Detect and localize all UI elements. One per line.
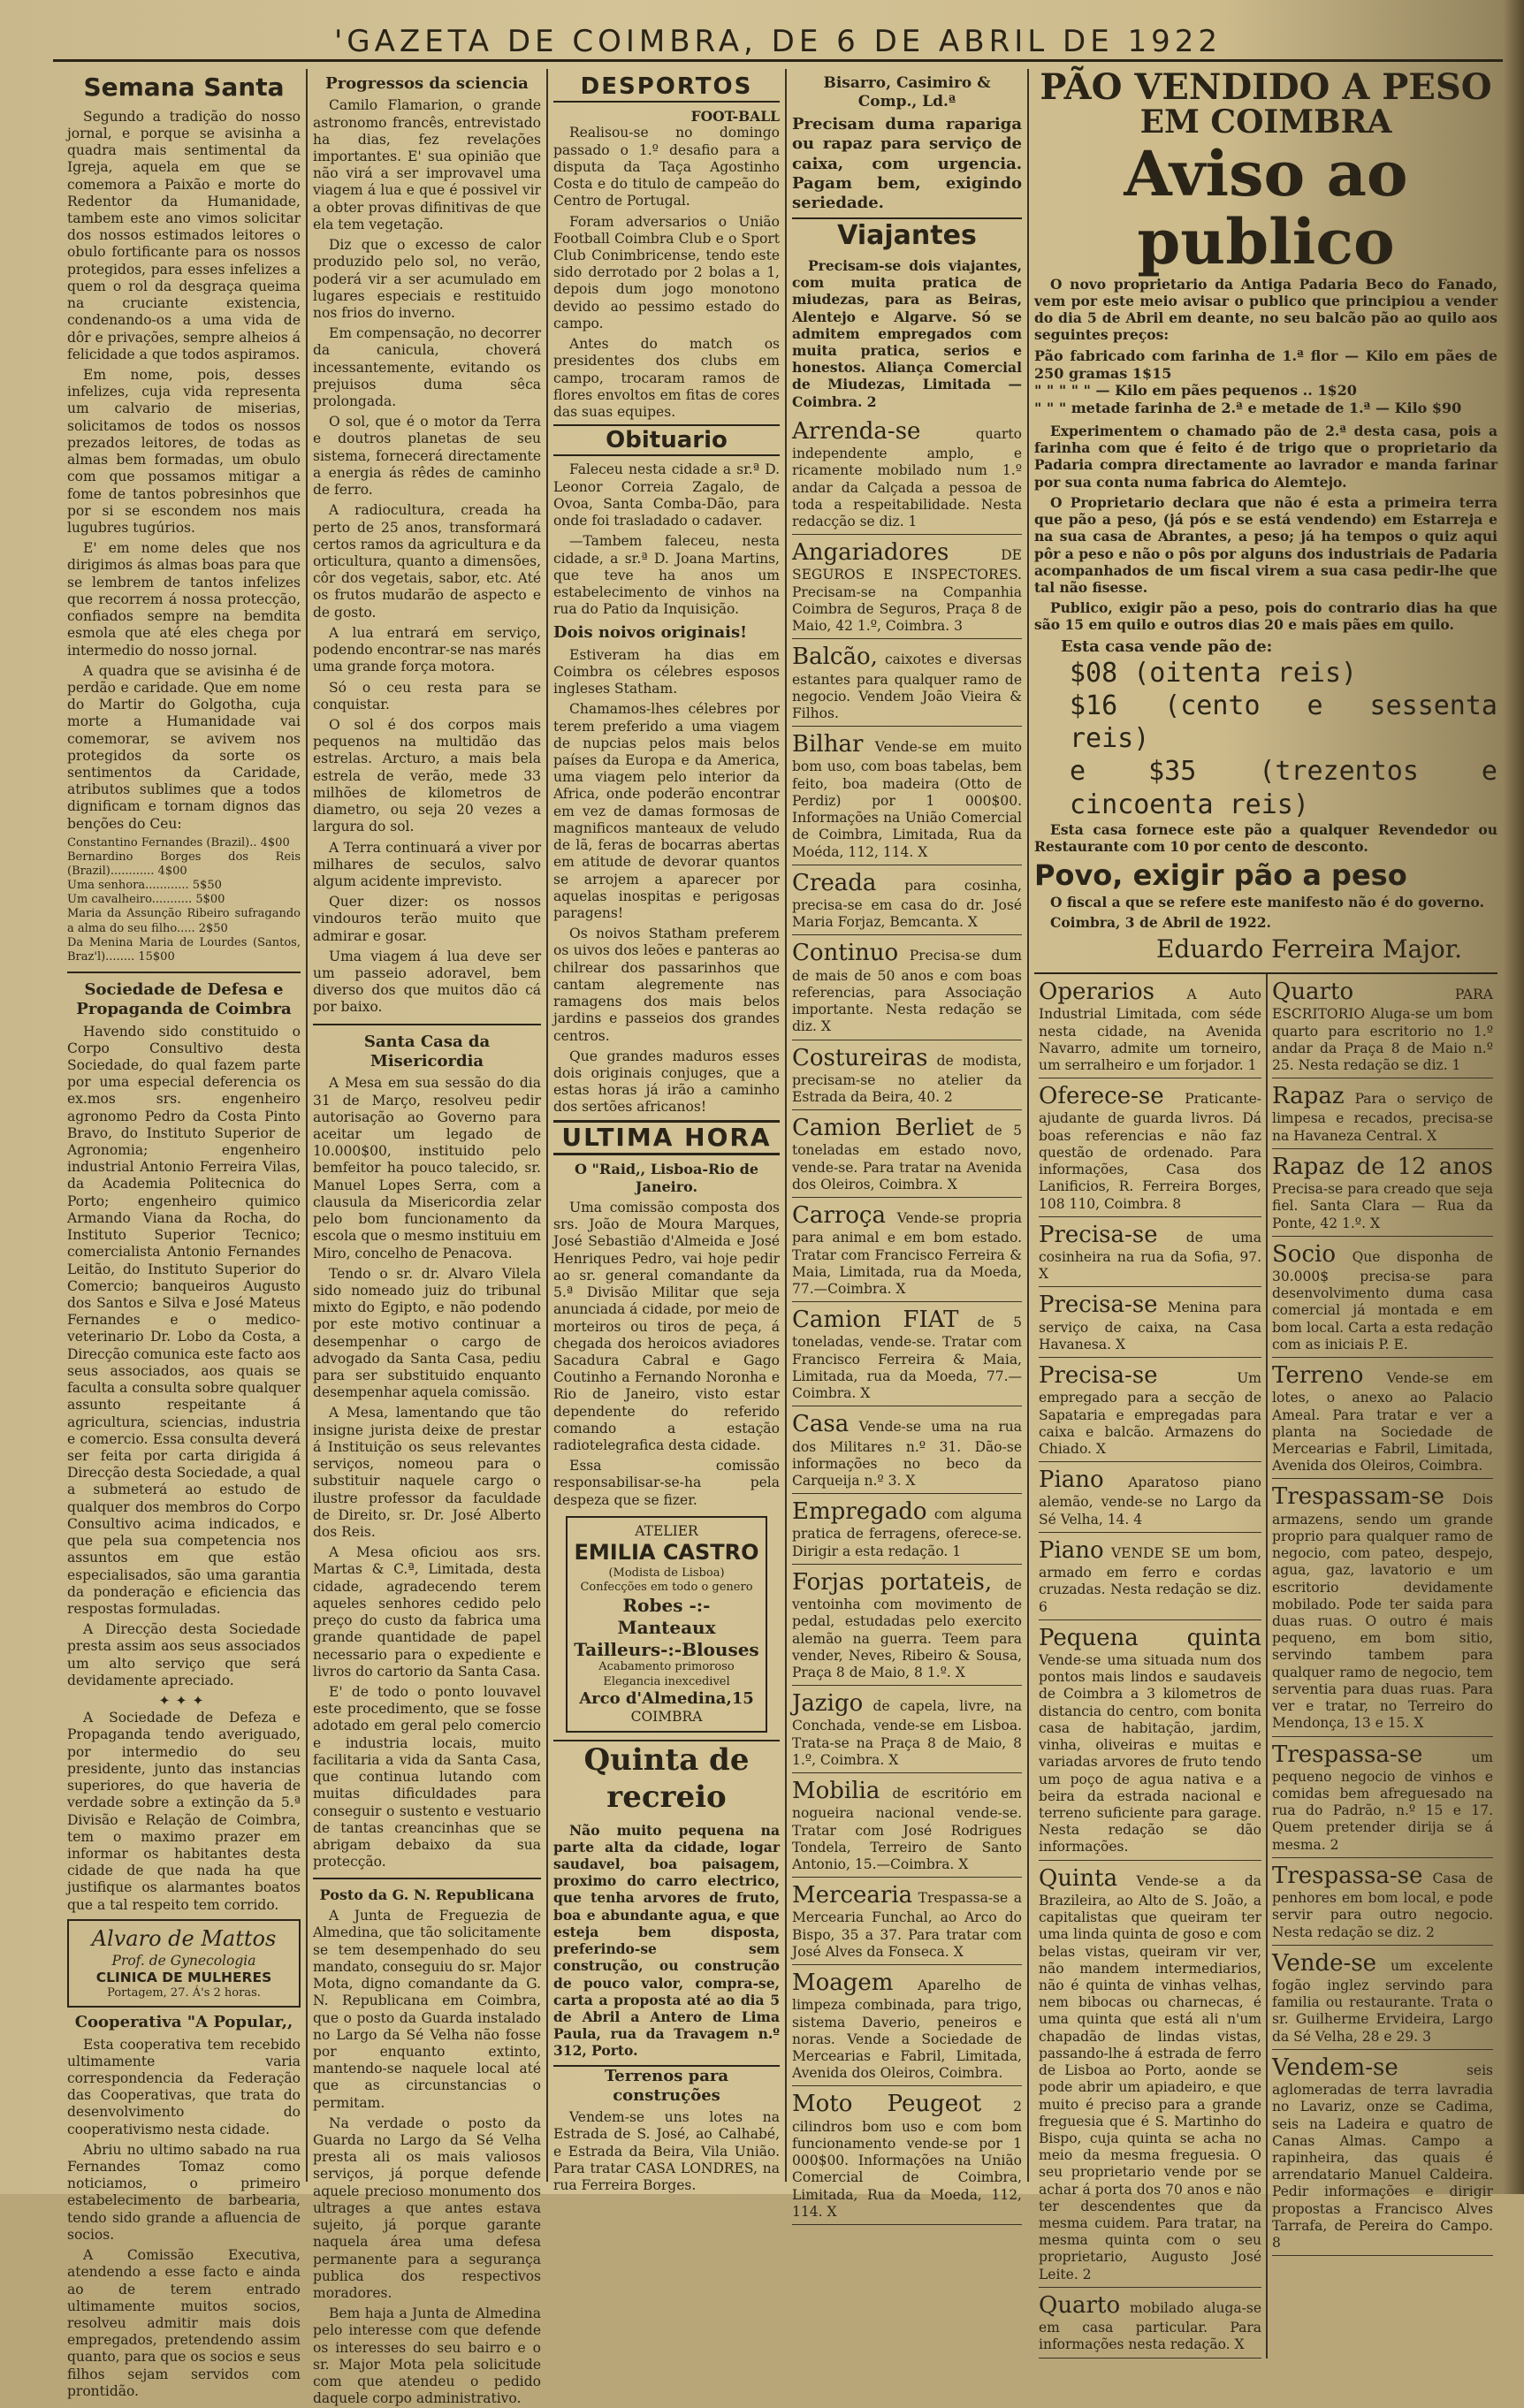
classified-ad — [1039, 1462, 1261, 1533]
paragraph: Esta cooperativa tem recebido ultimamente varia correspondencia da Federação das Cooperativas, que trata do desenvolvimento do cooperativismo nesta cidade. — [67, 2036, 301, 2137]
paragraph: A Mesa, lamentando que tão insigne jurista deixe de prestar á Instituição os seus relevantes serviços, nomeou para o substituir naquele cargo o ilustre professor da faculdade de Direito, sr. Dr. José Alberto dos Reis. — [313, 1405, 541, 1540]
classified-ad-head: Operarios — [1039, 979, 1155, 1006]
classified-ad — [1039, 1078, 1261, 1217]
column-3 — [546, 69, 785, 2194]
classified-ad-head: Casa — [792, 1411, 850, 1438]
paragraph: O novo proprietario da Antiga Padaria Beco do Fanado, vem por este meio avisar o publico que principiou a vender do dia 5 de Abril em deante, no seu balcão pão ao quilo aos seguintes preços: — [1034, 275, 1497, 344]
classified-ad — [1272, 1858, 1493, 1946]
ad-line: Portagem, 27. Á's 2 horas. — [107, 1986, 261, 2000]
classified-ad-head: Creada — [792, 869, 877, 896]
paragraph: Em compensação, no decorrer da canicula, choverá incessantemente, evitando os prejuisos duma sêca prolongada. — [313, 325, 541, 410]
headline-obituario: Obituario — [553, 424, 780, 456]
classified-ad-text: Aparelho de limpeza combinada, para trigo, sistema Daverio, peneiros e noras. Vende a Sociedade de Mercearias e Fabril, Limitada, Avenida dos Oleiros, Coimbra. — [792, 1977, 1022, 2082]
classified-ad-text: mobilado aluga-se em casa particular. Para informações nesta redação. X — [1039, 2299, 1261, 2353]
classified-ad — [792, 639, 1022, 727]
classified-ad — [792, 1406, 1022, 1494]
classified-ad-text: de 5 toneladas em estado novo, vende-se. Para tratar na Avenida dos Oleiros, Coimbra. X — [792, 1123, 1022, 1193]
classified-ad-head: Piano — [1039, 1467, 1104, 1494]
classified-ad-text: Trespassa-se a Mercearia Funchal, ao Arco do Bispo, 35 a 37. Para tratar com José Alves da Fonseca. X — [792, 1890, 1022, 1960]
classified-ad-head: Carroça — [792, 1202, 886, 1230]
classified-ad — [1039, 1533, 1261, 1620]
headline-pao-vendido: PÃO VENDIDO A PESO — [1040, 66, 1492, 108]
classified-ad — [1039, 2288, 1261, 2358]
classified-ad-text: Precisa-se dum de mais de 50 anos e com boas referencias, para Associação importante. Nesta redação se diz. X — [792, 948, 1022, 1035]
classified-ad-head: Forjas portateis, — [792, 1568, 993, 1596]
ad-title: EMILIA CASTRO — [574, 1540, 759, 1566]
classified-ad-text: de escritório em nogueira nacional vende-se. Tratar com José Rodrigues Tondela, Terreiro de Santo Antonio, 15.—Coimbra. X — [792, 1786, 1022, 1872]
classified-ad-text: de uma cosinheira na rua da Sofia, 97. X — [1039, 1229, 1261, 1283]
classified-ad-head: Jazigo — [792, 1690, 864, 1718]
ad-line: ATELIER — [635, 1522, 698, 1539]
headline-viajantes: Viajantes — [792, 217, 1022, 252]
classified-ad-head: Moagem — [792, 1970, 894, 1997]
classified-ad — [792, 1040, 1022, 1111]
headline-progressos: Progressos da sciencia — [325, 74, 529, 93]
paragraph: Coimbra, 3 de Abril de 1922. — [1050, 914, 1271, 932]
column-5 — [1027, 66, 1503, 2353]
paragraph: A Comissão Executiva, atendendo a esse facto e ainda ao de terem entrado ultimamente muitos socios, resolveu admitir mais dois empregados, pretendendo assim quanto, para que os socios e seus filhos sejam servidos com prontidão. — [67, 2247, 301, 2399]
headline-cooperativa: Cooperativa "A Popular,, — [74, 2013, 293, 2032]
classified-ad-head: Precisa-se — [1039, 1221, 1158, 1248]
classified-ad-text: Vende-se propria para animal e em bom estado. Tratar com Francisco Ferreira & Maia, Limitada, rua da Moeda, 77.—Coimbra. X — [792, 1210, 1022, 1297]
classified-ad — [792, 727, 1022, 865]
classified-ad — [1039, 1620, 1261, 1861]
paragraph: Realisou-se no domingo passado o 1.º desafio para a disputa da Taça Agostinho Costa e do titulo de campeão do Centro de Portugal. — [553, 125, 780, 210]
classified-ad-head: Trespassa-se — [1272, 1862, 1423, 1889]
ad-line: Tailleurs-:-Blouses — [574, 1638, 759, 1660]
paragraph: A Direcção desta Sociedade presta assim aos seus associados um alto serviço que será devidamente apreciado. — [67, 1621, 301, 1688]
classified-ad-text: caixotes e diversas estantes para qualquer ramo de negocio. Vendem João Vieira & Filhos. — [792, 652, 1022, 721]
classified-ad-head: Mercearia — [792, 1882, 913, 1909]
classified-list — [792, 414, 1022, 2225]
price-line: " " " " " — Kilo em pães pequenos .. 1$20 — [1034, 382, 1357, 400]
classified-ad — [792, 1965, 1022, 2086]
paragraph: Precisam-se dois viajantes, com muita pratica de miudezas, para as Beiras, Alentejo e Algarve. Só se admitem empregados com muita pratica, serios e honestos. Aliança Comercial de Miudezas, Limitada — Coimbra. 2 — [792, 256, 1022, 410]
donation-item: Bernardino Borges dos Reis (Brazil)............ 4$00 — [67, 850, 301, 879]
classified-ad — [792, 1302, 1022, 1406]
classified-ad-text: Vende-se uma na rua dos Militares n.º 31. Dão-se informações no beco da Carqueija n.º 3. X — [792, 1419, 1022, 1489]
paragraph: Foram adversarios o União Football Coimbra Club e o Sport Club Conimbricense, tendo este sido derrotado por 2 bolas a 1, depois dum jogo monotono devido ao pessimo estado do campo. — [553, 213, 780, 331]
paragraph: Diz que o excesso de calor produzido pelo sol, no verão, poderá vir a ser acumulado em lugares especiais e restituido nos frios do inverno. — [313, 237, 541, 321]
paragraph: A Mesa oficiou aos srs. Martas & C.ª, Limitada, desta cidade, agradecendo terem aqueles senhores cedido pelo preço do custo da fabrica uma grande quantidade de papel necessario para o expediente e livros do cartorio da Santa Casa. — [313, 1544, 541, 1680]
paragraph: O Proprietario declara que não é esta a primeira terra que pão a peso, (já pós e se está vendendo) em Estarreja e na sua casa de Abrantes, a peso; já ha tempos o quiz aqui pôr a peso e não o pôs por alguns dos industriais de Padaria acompanhados de um fiscal virem a sua casa pedir-lhe que tal não fisesse. — [1034, 493, 1497, 596]
masthead: 'GAZETA DE COIMBRA, DE 6 DE ABRIL DE 1922 — [53, 21, 1503, 62]
page-edge-shadow — [1503, 0, 1524, 2194]
classified-ad-text: Aparatoso piano alemão, vende-se no Largo da Sé Velha, 14. 4 — [1039, 1475, 1261, 1528]
classified-ad-head: Continuo — [792, 940, 899, 967]
classified-ad — [1272, 1237, 1493, 1358]
ad-line: Confecções em todo o genero — [580, 1580, 753, 1594]
paragraph: Camilo Flamarion, o grande astronomo francês, entrevistado ha dias, fez revelações importantes. E' sua opinião que não virá a ser improvavel uma viagem á lua e que é possivel vir a obter provas difinitivas de que ela tem vegetação. — [313, 97, 541, 232]
classified-ad-head: Oferece-se — [1039, 1083, 1164, 1110]
paragraph: A Junta de Freguezia de Almedina, que tão solicitamente se tem desempenhado do seu mandato, conseguiu do sr. Major Mota, digno comandante da G. N. Republicana em Coimbra, que o posto da Guarda instalado no Largo da Sé Velha não fosse por enquanto extinto, mantendo-se naquele local até que as circunstancias o permitam. — [313, 1908, 541, 2111]
classified-ad — [792, 1686, 1022, 1773]
classified-ad-text: Vende-se a da Brazileira, ao Alto de S. João, a capitalistas que queiram ter uma linda quinta de goso e com belas vistas, queiram vir ver, não mandem intermediarios, não é quinta de vinhas velhas, nem bibocas ou charnecas, é uma quinta que está ali n'um chapadão de lindas vistas, passando-lhe á estrada de ferro de Lisboa ao Porto, aonde se pode abrir um apiadeiro, e que muito é preciso para a grande freguesia que é S. Martinho do Bispo, cuja quinta se acha no meio da mesma freguesia. O seu proprietario vende por se achar á porta dos 70 anos e não ter descendentes que da mesma cuidem. Para tratar, na mesma quinta com o seu proprietario, Augusto José Leite. 2 — [1039, 1872, 1261, 2282]
paragraph: O sol é dos corpos mais pequenos na multidão das estrelas. Arcturo, a mais bela estrela de verão, mede 33 milhões de kilometros de diametro, ou seja 20 vezes a largura do sol. — [313, 716, 541, 835]
classified-ad-text: para cosinha, precisa-se em casa do dr. José Maria Forjaz, Bemcanta. X — [792, 877, 1022, 931]
classified-ad — [792, 1110, 1022, 1198]
price-item: $08 (oitenta reis) — [1070, 657, 1358, 689]
paragraph: A quadra que se avisinha é de perdão e caridade. Que em nome do Martir do Golgotha, cuja morte a Humanidade vai comemorar, se avivem nos protegidos da sorte os sentimentos da Caridade, atributos sublimes que a todos dignificam e tornam dignos das benções do Ceu: — [67, 662, 301, 832]
classified-ad-head: Quarto — [1039, 2291, 1121, 2319]
classified-ad-head: Trespassam-se — [1272, 1483, 1444, 1511]
classified-ad-text: Para o serviço de limpesa e recados, precisa-se na Havaneza Central. X — [1272, 1091, 1493, 1144]
classified-ad — [1272, 1078, 1493, 1149]
paragraph: A radiocultura, creada ha perto de 25 anos, transformará certos ramos da agricultura e da orticultura, quanto a dimensões, côr dos vegetais, sabor, etc. Até os frutos mudarão de aspecto e de gosto. — [313, 502, 541, 621]
paragraph: Experimentem o chamado pão de 2.ª desta casa, pois a farinha com que é feito é de trigo que o proprietario da Padaria compra directamente ao lavrador e manda farinar por sua conta numa fabrica do Alemtejo. — [1034, 422, 1497, 491]
ad-title: Bisarro, Casimiro & Comp., Ld.ª — [823, 74, 991, 111]
classified-ad — [1039, 1861, 1261, 2288]
classified-ad-head: Pequena quinta — [1039, 1624, 1261, 1651]
paragraph: A lua entrará em serviço, podendo encontrar-se nas marés uma grande força motora. — [313, 624, 541, 675]
paragraph: Essa comissão responsabilisar-se-ha pela despeza que se fizer. — [553, 1458, 780, 1508]
paragraph: Estiveram ha dias em Coimbra os célebres esposos ingleses Statham. — [553, 646, 780, 697]
column-4 — [785, 69, 1027, 2220]
classified-ad — [1272, 1737, 1493, 1858]
classified-subcolumns — [1034, 972, 1497, 2358]
classified-ad-text: Um empregado para a secção de Sapataria e empregadas para caixa e balcão. Armazens do Chiado. X — [1039, 1370, 1261, 1458]
classified-ad-text: DE SEGUROS E INSPECTORES. Precisam-se na Companhia Coimbra de Seguros, Praça 8 de Maio, 42 1.º, Coimbra. 3 — [792, 547, 1022, 635]
paragraph: Bem haja a Junta de Almedina pelo interesse com que defende os interesses do seu bairro e o sr. Major Mota pela solicitude com que atendeu o pedido daquele corpo administrativo. — [313, 2305, 541, 2407]
classified-ad-text: um pequeno negocio de vinhos e comidas bem afreguesado na rua do Padrão, n.º 15 e 17. Quem pretender dirija se á mesma. 2 — [1272, 1749, 1493, 1853]
paragraph: Havendo sido constituido o Corpo Consultivo desta Sociedade, do qual fazem parte por uma especial deferencia os ex.mos srs. engenheiro agronomo Pedro da Costa Pinto Bravo, do Instituto Superior de Agronomia; engenheiro industrial Antonio Ferreira Vilas, da Academia Politecnica do Porto; engenheiro quimico Armando Viana da Rocha, do Instituto Superior Tecnico; comercialista Antonio Fernandes Leitão, do Instituto Superior do Comercio; banqueiros Augusto dos Santos e Silva e José Mateus Fernandes e o medico-veterinario Dr. Lobo da Costa, a Direcção comunica este facto aos seus associados, aos quais se faculta a consulta sobre qualquer assunto respeitante á agricultura, sciencias, industria e comercio. Essa consulta deverá ser feita por carta dirigida á Direcção desta Sociedade, a qual a submeterá ao estudo de qualquer dos membros do Corpo Consultivo acima indicados, e que pela sua competencia nos assuntos em que estão especialisados, são uma garantia da ponderação e eficiencia das respostas formuladas. — [67, 1023, 301, 1617]
donation-item: Um cavalheiro........... 5$00 — [67, 893, 225, 907]
classified-ad — [1272, 1479, 1493, 1736]
classified-ad-text: de capela, livre, na Conchada, vende-se em Lisboa. Trata-se na Praça 8 de Maio, 8 1.º, Coimbra. X — [792, 1698, 1022, 1768]
classified-ad-head: Vendem-se — [1272, 2054, 1398, 2081]
classified-ad-head: Mobilia — [792, 1778, 880, 1805]
donation-item: Da Menina Maria de Lourdes (Santos, Braz'l)........ 15$00 — [67, 935, 301, 964]
classified-ad-text: VENDE SE um bom, armado em ferro e cordas cruzadas. Nesta redação se diz. 6 — [1039, 1544, 1261, 1615]
classified-ad-head: Bilhar — [792, 731, 864, 758]
paragraph: —Tambem faleceu, nesta cidade, a sr.ª D. Joana Martins, que teve ha anos um estabelecimento de vinhos na rua do Patio da Inquisição. — [553, 533, 780, 618]
classified-ad — [1039, 1287, 1261, 1358]
classified-ad — [1039, 974, 1261, 1078]
paragraph: Tendo o sr. dr. Alvaro Vilela sido nomeado juiz do tribunal mixto do Egipto, e não podendo por este motivo continuar a desempenhar o cargo de advogado da Santa Casa, pediu para ser substituido enquanto desempenhar aquela comissão. — [313, 1265, 541, 1401]
classified-ad — [792, 535, 1022, 639]
classified-ad-text: de 5 toneladas, vende-se. Tratar com Francisco Ferreira & Maia, Limitada, rua da Moeda, 77.—Coimbra. X — [792, 1314, 1022, 1402]
classified-ad — [1272, 2050, 1493, 2256]
classified-ad-head: Precisa-se — [1039, 1292, 1158, 1319]
classified-ad-head: Balcão, — [792, 644, 878, 671]
classified-ad — [792, 1773, 1022, 1878]
classified-ad-head: Angariadores — [792, 539, 949, 567]
donation-item: Maria da Assunção Ribeiro sufragando a alma do seu filho..... 2$50 — [67, 907, 301, 935]
headline-santa-casa: Santa Casa da Misericordia — [363, 1032, 491, 1071]
paragraph: Na verdade o posto da Guarda no Largo da Sé Velha presta ali os mais valiosos serviços, já porque defende aquele precioso monumento dos ultrages a que antes estava sujeito, já porque garante naquela área uma defesa permanente para a segurança publica dos respectivos moradores. — [313, 2115, 541, 2302]
classified-ad-text: quarto independente amplo, e ricamente mobilado num 1.º andar da Calçada a pessoa de toda a respeitabilidade. Nesta redacção se diz. 1 — [792, 425, 1022, 530]
paragraph: Só o ceu resta para se conquistar. — [313, 679, 541, 712]
paragraph: Antes do match os presidentes dos clubs em campo, trocaram ramos de flores envoltos em fitas de cores das suas equipes. — [553, 336, 780, 420]
classified-right — [1266, 974, 1497, 2358]
headline-ultima-hora: ULTIMA HORA — [553, 1120, 780, 1156]
column-1 — [62, 69, 306, 2399]
paragraph: Precisam duma rapariga ou rapaz para serviço de caixa, com urgencia. Pagam bem, exigindo seriedade. — [792, 115, 1022, 213]
ad-line: (Modista de Lisboa) — [608, 1566, 725, 1580]
paragraph: Chamamos-lhes célebres por terem preferido a uma viagem de nupcias pelos mais belos países da Europa e da America, uma viagem pelo interior da Africa, onde poderão encontrar em vez de damas formosas de magnificos manteaux de veludo de lã, feras de bocarras abertas em atitude de devorar quantos se arrojem a aparecer por aquelas inospitas e perigosas paragens! — [553, 701, 780, 921]
classified-ad-head: Piano — [1039, 1536, 1104, 1564]
paragraph: Vendem-se uns lotes na Estrada de S. José, ao Calhabé, e Estrada da Beira, Vila União. Para tratar CASA LONDRES, na rua Ferreira Borges. — [553, 2109, 780, 2194]
column-2 — [306, 69, 546, 2407]
classified-ad-head: Empregado — [792, 1498, 927, 1526]
classified-ad-text: de ventoinha com movimento de pedal, estudadas pelo exercito alemão na guerra. Teem para vender, Neves, Ribeiro & Sousa, Praça 8 de Maio, 8 1.º. X — [792, 1576, 1022, 1680]
ad-line: Elegancia inexcedivel — [603, 1674, 730, 1688]
headline-noivos: Dois noivos originais! — [553, 623, 748, 643]
paragraph: A Mesa em sua sessão do dia 31 de Março, resolveu pedir autorisação ao Governo para aceitar um legado de 10.000$00, instituido pelo bemfeitor ha pouco talecido, sr. Manuel Lopes Serra, com a clausula da Misericordia zelar pelo bom funcionamento da escola que o mesmo instituiu em Miro, concelho de Penacova. — [313, 1075, 541, 1261]
headline-aviso-publico: Aviso ao publico — [1124, 136, 1408, 278]
classified-ad-text: 2 cilindros bom uso e com bom funcionamento vende-se por 1 000$00. Informações na União Comercial de Coimbra, Limitada, Rua da Moeda, 112, 114. X — [792, 2099, 1022, 2220]
classified-ad — [1272, 974, 1493, 1078]
price-item: $16 (cento e sessenta reis) — [1070, 690, 1497, 755]
classified-ad-text: com alguma pratica de ferragens, oferece-se. Dirigir a esta redação. 1 — [792, 1506, 1022, 1559]
ad-atelier-emilia-castro — [566, 1516, 767, 1733]
ad-line: Acabamento primoroso — [598, 1660, 735, 1674]
paragraph: Uma comissão composta dos srs. João de Moura Marques, José Sebastião d'Almeida e José Henriques Pedro, vai hoje pedir ao sr. general comandante da 5.ª Divisão Militar que seja anunciada á cidade, por meio de morteiros ou tiros de peça, á chegada dos heroicos aviadores Sacadura Cabral e Gago Coutinho a Fernando Noronha e Rio de Janeiro, visto estar dependente do referido comando a estação radiotelegrafica desta cidade. — [553, 1199, 780, 1454]
paragraph: Uma viagem á lua deve ser um passeio adoravel, bem diverso dos que muitos dão cá por baixo. — [313, 948, 541, 1016]
paragraph: E' de todo o ponto louvavel este procedimento, que se fosse adotado em geral pelo comercio e industria locais, muito facilitaria a vida da Santa Casa, que continua lutando com muitas dificuldades para conseguir o sustento e vestuario de tantas creancinhas que se abrigam debaixo da sua protecção. — [313, 1683, 541, 1871]
classified-ad — [792, 2086, 1022, 2225]
paragraph: Publico, exigir pão a peso, pois do contrario dias ha que são 15 em quilo e outros dias 20 e mais pães em quilo. — [1034, 599, 1497, 634]
ad-line: COIMBRA — [630, 1709, 703, 1726]
paragraph: Não muito pequena na parte alta da cidade, logar saudavel, boa paisagem, proximo do carro electrico, que tenha arvores de fruto, boa e abundante agua, e que esteja bem disposta, preferindo-se sem construção, ou construção de pouco valor, compra-se, carta a proposta até ao dia 5 de Abril a Antero de Lima Paula, rua da Travagem n.º 312, Porto. — [553, 1821, 780, 2060]
divider — [313, 1024, 541, 1025]
ad-line: CLINICA DE MULHERES — [95, 1969, 272, 1985]
classified-ad-head: Rapaz de 12 anos — [1272, 1153, 1493, 1180]
classified-ad-text: de modista, precisam-se no atelier da Estrada da Beira, 40. 2 — [792, 1052, 1022, 1105]
headline-quinta-recreio: Quinta de recreio — [553, 1740, 780, 1816]
classified-ad-head: Arrenda-se — [792, 417, 921, 445]
paragraph: Os noivos Statham preferem os uivos dos leões e panteras ao chilrear dos passarinhos que cantam alegremente nas ramagens dos mais belos jardins e passeios dos grandes centros. — [553, 926, 780, 1044]
classified-ad-head: Precisa-se — [1039, 1362, 1158, 1390]
classified-ad-head: Camion FIAT — [792, 1307, 959, 1334]
classified-ad — [1272, 1358, 1493, 1479]
paragraph: Que grandes maduros esses dois originais conjuges, que a estas horas já irão a caminho dos sertões africanos! — [553, 1048, 780, 1116]
classified-ad — [1272, 1946, 1493, 2050]
headline-povo: Povo, exigir pão a peso — [1034, 858, 1407, 893]
classified-ad-text: Que disponha de 30.000$ precisa-se para desenvolvimento duma casa comercial já montada e em bom local. Carta a esta redação com as iniciais P. E. — [1272, 1248, 1493, 1353]
classified-ad-head: Socio — [1272, 1240, 1336, 1268]
paragraph: A Terra continuará a viver por milhares de seculos, salvo algum acidente imprevisto. — [313, 839, 541, 889]
classified-ad-head: Moto Peugeot — [792, 2091, 982, 2118]
classified-ad — [792, 1494, 1022, 1565]
signature: Eduardo Ferreira Major. — [1155, 934, 1462, 964]
classified-ad-text: Casa de penhores em bom local, e pode servir para outro negocio. Nesta redação se diz. 2 — [1272, 1870, 1493, 1940]
divider — [313, 1878, 541, 1879]
classified-ad — [1039, 1358, 1261, 1462]
ad-alvaro-mattos — [67, 1919, 301, 2008]
classified-ad-head: Terreno — [1272, 1362, 1364, 1390]
paragraph: Faleceu nesta cidade a sr.ª D. Leonor Correia Zagalo, de Ovoa, Santa Comba-Dão, para onde foi trasladado o cadaver. — [553, 461, 780, 530]
headline-desportos: DESPORTOS — [553, 72, 780, 103]
classified-ad-head: Quinta — [1039, 1864, 1118, 1892]
classified-ad-head: Trespassa-se — [1272, 1741, 1423, 1768]
classified-ad-text: Precisa-se para creado que seja fiel. Santa Clara — Rua da Ponte, 42 1.º. X — [1272, 1181, 1493, 1231]
price-line: " " " metade farinha de 2.ª e metade de 1.ª — Kilo $90 — [1034, 400, 1462, 417]
classified-ad — [792, 1198, 1022, 1302]
headline-posto-gnr: Posto da G. N. Republicana — [319, 1886, 535, 1904]
classified-ad-head: Rapaz — [1272, 1083, 1345, 1110]
classified-ad-text: Menina para serviço de caixa, na Casa Havanesa. X — [1039, 1299, 1261, 1353]
classified-ad-head: Vende-se — [1272, 1949, 1377, 1977]
classified-ad — [792, 1565, 1022, 1686]
classified-ad-text: A Auto Industrial Limitada, com séde nesta cidade, na Avenida Navarro, admite um torneiro, um serralheiro e um forjador. 1 — [1039, 987, 1261, 1074]
paragraph: A Sociedade de Defeza e Propaganda tendo averiguado, por intermedio do seu presidente, junto das instancias superiores, do que haveria de verdade sobre a extinção da 5.ª Divisão e Relação de Coimbra, tem o maximo prazer em informar os habitantes desta cidade de que nada ha que justifique os alarmantes boatos que a tal respeito tem corrido. — [67, 1710, 301, 1913]
ad-line: Prof. de Gynecologia — [111, 1952, 256, 1969]
paragraph: Segundo a tradição do nosso jornal, e porque se avisinha a quadra mais sentimental da Igreja, aquela em que se comemora a Paixão e morte do Redentor da Humanidade, tambem este ano vimos solicitar dos nossos estimados leitores o obulo fortificante para os nossos protegidos, para esses infelizes a quem o rol da desgraça queima na cruciante existencia, condenando-os a uma vida de dôr e privações, sempre alheios á felicidade a que todos aspiramos. — [67, 108, 301, 362]
ad-line: Robes -:- Manteaux — [617, 1595, 716, 1638]
paragraph: O fiscal a que se refere este manifesto não é do governo. — [1050, 893, 1485, 911]
classified-ad-text: Vende-se uma situada num dos pontos mais lindos e saudaveis de Coimbra a 3 kilometros de distancia do centro, com bonita casa de habitação, jardim, vinha, oliveiras e muitas e variadas arvores de fruto tendo um poço de agua nativa e a beira da estrada nacional e terreno suficiente para garage. Nesta redação se dão informações. — [1039, 1652, 1261, 1856]
paragraph: Abriu no ultimo sabado na rua Fernandes Tomaz como noticiamos, o primeiro estabelecimento de barbearia, tendo sido grande a afluencia de socios. — [67, 2141, 301, 2243]
classified-ad-text: um excelente fogão inglez servindo para familia ou restaurante. Trata o sr. Guilherme Ervideira, Largo da Sé Velha, 28 e 29. 3 — [1272, 1957, 1493, 2045]
classified-left — [1034, 974, 1266, 2358]
headline-terrenos: Terrenos para construções — [553, 2065, 780, 2107]
classified-ad — [792, 414, 1022, 535]
paragraph: Quer dizer: os nossos vindouros terão muito que admirar e gosar. — [313, 894, 541, 944]
price-item: e $35 (trezentos e cincoenta reis) — [1070, 756, 1497, 820]
headline-sociedade: Sociedade de Defesa e Propaganda de Coimbra — [76, 979, 292, 1019]
classified-ad-text: Praticante-ajudante de guarda livros. Dá boas referencias e não faz questão de ordenado. Para informações, Casa dos Lanificios, R. Ferreira Borges, 108 110, Coimbra. 8 — [1039, 1091, 1261, 1212]
headline-semana-santa: Semana Santa — [83, 72, 285, 102]
classified-ad-head: Quarto — [1272, 979, 1354, 1006]
headline-raid: O "Raid,, Lisboa-Rio de Janeiro. — [574, 1161, 759, 1196]
classified-ad — [792, 865, 1022, 936]
subheading-football: FOOT-BALL — [690, 108, 780, 126]
classified-ad-text: PARA ESCRITORIO Aluga-se um bom quarto para escritorio no 1.º andar da Praça 8 de Maio n.º 25. Nesta redação se diz. 1 — [1272, 987, 1493, 1074]
separator-dots: ✦✦✦ — [158, 1693, 210, 1710]
donation-list — [67, 836, 301, 964]
headline-em-coimbra: EM COIMBRA — [1139, 103, 1392, 141]
classified-ad-text: Vende-se em lotes, o anexo ao Palacio Ameal. Para tratar e ver a planta na Sociedade de Mercearias e Fabril, Limitada, Avenida dos Oleiros, Coimbra. — [1272, 1370, 1493, 1475]
paragraph: O sol, que é o motor da Terra e doutros planetas de seu sistema, fornecerá directamente a energia ás rêdes de caminho de ferro. — [313, 414, 541, 499]
subheading: Esta casa vende pão de: — [1061, 636, 1273, 656]
classified-ad — [792, 935, 1022, 1040]
ad-title: Alvaro de Mattos — [91, 1925, 277, 1951]
paragraph: Esta casa fornece este pão a qualquer Revendedor ou Restaurante com 10 por cento de desconto. — [1034, 820, 1497, 856]
classified-ad-text: Dois armazens, sendo um grande proprio para qualquer ramo de negocio, com pateo, despejo, agua, gaz, lavatorio e um escritorio devidamente mobilado. Pode ter saida para duas ruas. O outro é mais pequeno, em bom sitio, servindo tambem para qualquer ramo de negocio, tem serventia para duas ruas. Para ver e tratar, no Terreiro do Mendonça, 13 e 15. X — [1272, 1491, 1493, 1732]
classified-ad-head: Camion Berliet — [792, 1115, 974, 1142]
paragraph: Em nome, pois, desses infelizes, cuja vida representa um calvario de miserias, solicitamos de todos os nossos prezados leitores, de todas as almas bem formadas, um obulo com que possamos mitigar a fome de tantos pobresinhos que por si se escondem nos mais lugubres tugúrios. — [67, 367, 301, 536]
donation-item: Constantino Fernandes (Brazil).. 4$00 — [67, 835, 290, 850]
donation-item: Uma senhora............ 5$50 — [67, 879, 222, 893]
classified-ad — [1272, 1149, 1493, 1237]
classified-ad — [792, 1878, 1022, 1965]
price-line: Pão fabricado com farinha de 1.ª flor — Kilo em pães de 250 gramas 1$15 — [1034, 347, 1497, 382]
classified-ad-head: Costureiras — [792, 1044, 928, 1071]
ad-line: Arco d'Almedina,15 — [579, 1688, 754, 1708]
classified-ad-text: Vende-se em muito bom uso, com boas tabelas, bem feito, boa madeira (Otto de Perdiz) por 1 000$00. Informações na União Comercial de Coimbra, Limitada, Rua da Moéda, 112, 114. X — [792, 739, 1022, 860]
classified-ad — [1039, 1217, 1261, 1288]
paragraph: E' em nome deles que nos dirigimos ás almas boas para que se lembrem de tantos infelizes que recorrem á nossa protecção, confiados sempre na bemdita esmola que até eles chega por intermedio do nosso jornal. — [67, 540, 301, 659]
classified-ad-text: seis aglomeradas de terra lavradia no Lavariz, onze se Cadima, seis na Ladeira e quatro de Canas Almas. Campo a rapinheira, das quais é arrendatario Manuel Caldeira. Pedir informações e dirigir propostas a Francisco Alves Tarrafa, de Pereira do Campo. 8 — [1272, 2061, 1493, 2252]
divider — [67, 972, 301, 973]
